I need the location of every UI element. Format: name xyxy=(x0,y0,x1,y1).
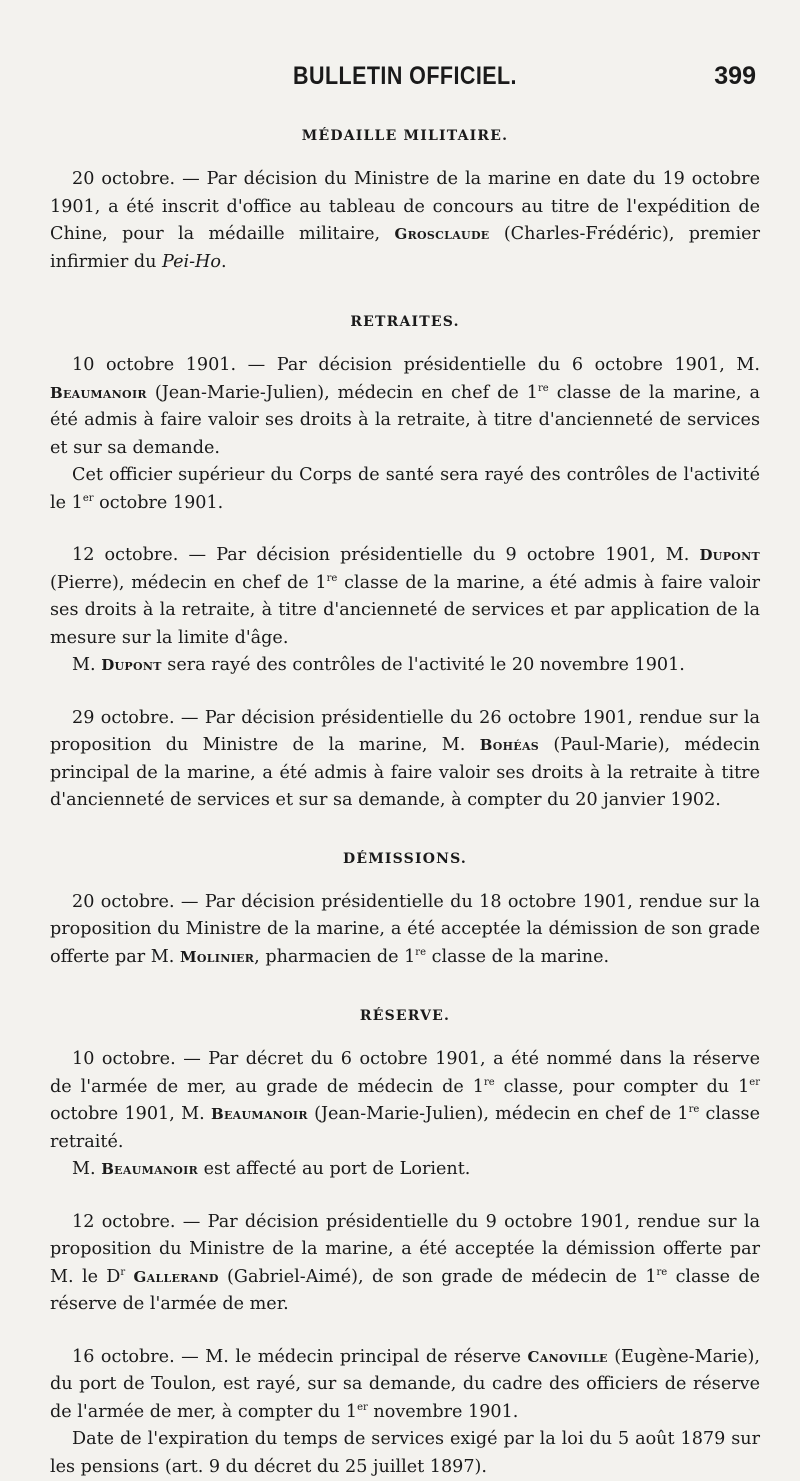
running-title: BULLETIN OFFICIEL. xyxy=(293,62,517,90)
paragraph: 12 octobre. — Par décision présidentielle du 9 octobre 1901, M. Dupont (Pierre), médecin en chef de 1re classe de la marine, a été admis à faire valoir ses droits à la retraite, à titre d'ancienneté de services et par application de la mesure sur la limite d'âge. xyxy=(50,545,760,648)
section-demissions xyxy=(50,851,760,972)
person-name: Dupont xyxy=(101,656,162,674)
paragraph: Cet officier supérieur du Corps de santé sera rayé des contrôles de l'activité le 1er octobre 1901. xyxy=(50,465,760,513)
page-number: 399 xyxy=(714,62,756,90)
paragraph: 10 octobre. — Par décret du 6 octobre 1901, a été nommé dans la réserve de l'armée de mer, au grade de médecin de 1re classe, pour compter du 1er octobre 1901, M. Beaumanoir (Jean-Marie-Julien), médecin en chef de 1re classe retraité. xyxy=(50,1049,760,1152)
person-name: Beaumanoir xyxy=(210,1105,308,1123)
section-medaille-militaire xyxy=(50,128,760,276)
paragraph: M. Beaumanoir est affecté au port de Lorient. xyxy=(72,1159,471,1179)
paragraph: 16 octobre. — M. le médecin principal de réserve Canoville (Eugène-Marie), du port de Toulon, est rayé, sur sa demande, du cadre des officiers de réserve de l'armée de mer, à compter du 1er novembre 1901. xyxy=(50,1346,760,1422)
section-heading: MÉDAILLE MILITAIRE. xyxy=(301,128,509,144)
person-name: Molinier xyxy=(179,947,255,966)
section-retraites xyxy=(50,314,760,815)
person-name: Gallerand xyxy=(133,1267,219,1286)
person-name: Grosclaude xyxy=(394,225,490,243)
paragraph: 20 octobre. — Par décision du Ministre de la marine en date du 19 octobre 1901, a été inscrit d'office au tableau de concours au titre de l'expédition de Chine, pour la médaille militaire, Grosclaude (Charles-Frédéric), premier infirmier du Pei-Ho. xyxy=(50,169,760,272)
paragraph: 29 octobre. — Par décision présidentielle du 26 octobre 1901, rendue sur la proposition du Ministre de la marine, M. Bohéas (Paul-Marie), médecin principal de la marine, a été admis à faire valoir ses droits à la retraite à titre d'ancienneté de services et sur sa demande, à compter du 20 janvier 1902. xyxy=(50,707,760,810)
person-name: Beaumanoir xyxy=(101,1160,199,1178)
person-name: Beaumanoir xyxy=(50,383,147,402)
section-reserve xyxy=(50,1008,760,1481)
section-heading: RÉSERVE. xyxy=(359,1008,451,1024)
paragraph: M. Dupont sera rayé des contrôles de l'activité le 20 novembre 1901. xyxy=(72,655,685,675)
paragraph: 10 octobre 1901. — Par décision présidentielle du 6 octobre 1901, M. Beaumanoir (Jean-Marie-Julien), médecin en chef de 1re classe de la marine, a été admis à faire valoir ses droits à la retraite, à titre d'ancienneté de services et sur sa demande. xyxy=(50,355,760,458)
section-heading: RETRAITES. xyxy=(350,314,460,330)
ship-name: Pei-Ho xyxy=(162,251,221,272)
page-header xyxy=(50,62,760,102)
paragraph: 20 octobre. — Par décision présidentielle du 18 octobre 1901, rendue sur la proposition du Ministre de la marine, a été acceptée la démission de son grade offerte par M. Molinier, pharmacien de 1re classe de la marine. xyxy=(50,891,760,967)
person-name: Bohéas xyxy=(479,736,540,754)
section-heading: DÉMISSIONS. xyxy=(343,850,467,867)
paragraph: 12 octobre. — Par décision présidentielle du 9 octobre 1901, rendue sur la proposition du Ministre de la marine, a été acceptée la démission offerte par M. le $D^r$ Gallerand (Gabriel-Aimé), de son grade de médecin de 1re classe de réserve de l'armée de mer. xyxy=(50,1211,761,1314)
paragraph: Date de l'expiration du temps de services exigé par la loi du 5 août 1879 sur les pensions (art. 9 du décret du 25 juillet 1897). xyxy=(50,1429,760,1477)
person-name: Canoville xyxy=(527,1347,608,1366)
person-name: Dupont xyxy=(699,546,760,564)
